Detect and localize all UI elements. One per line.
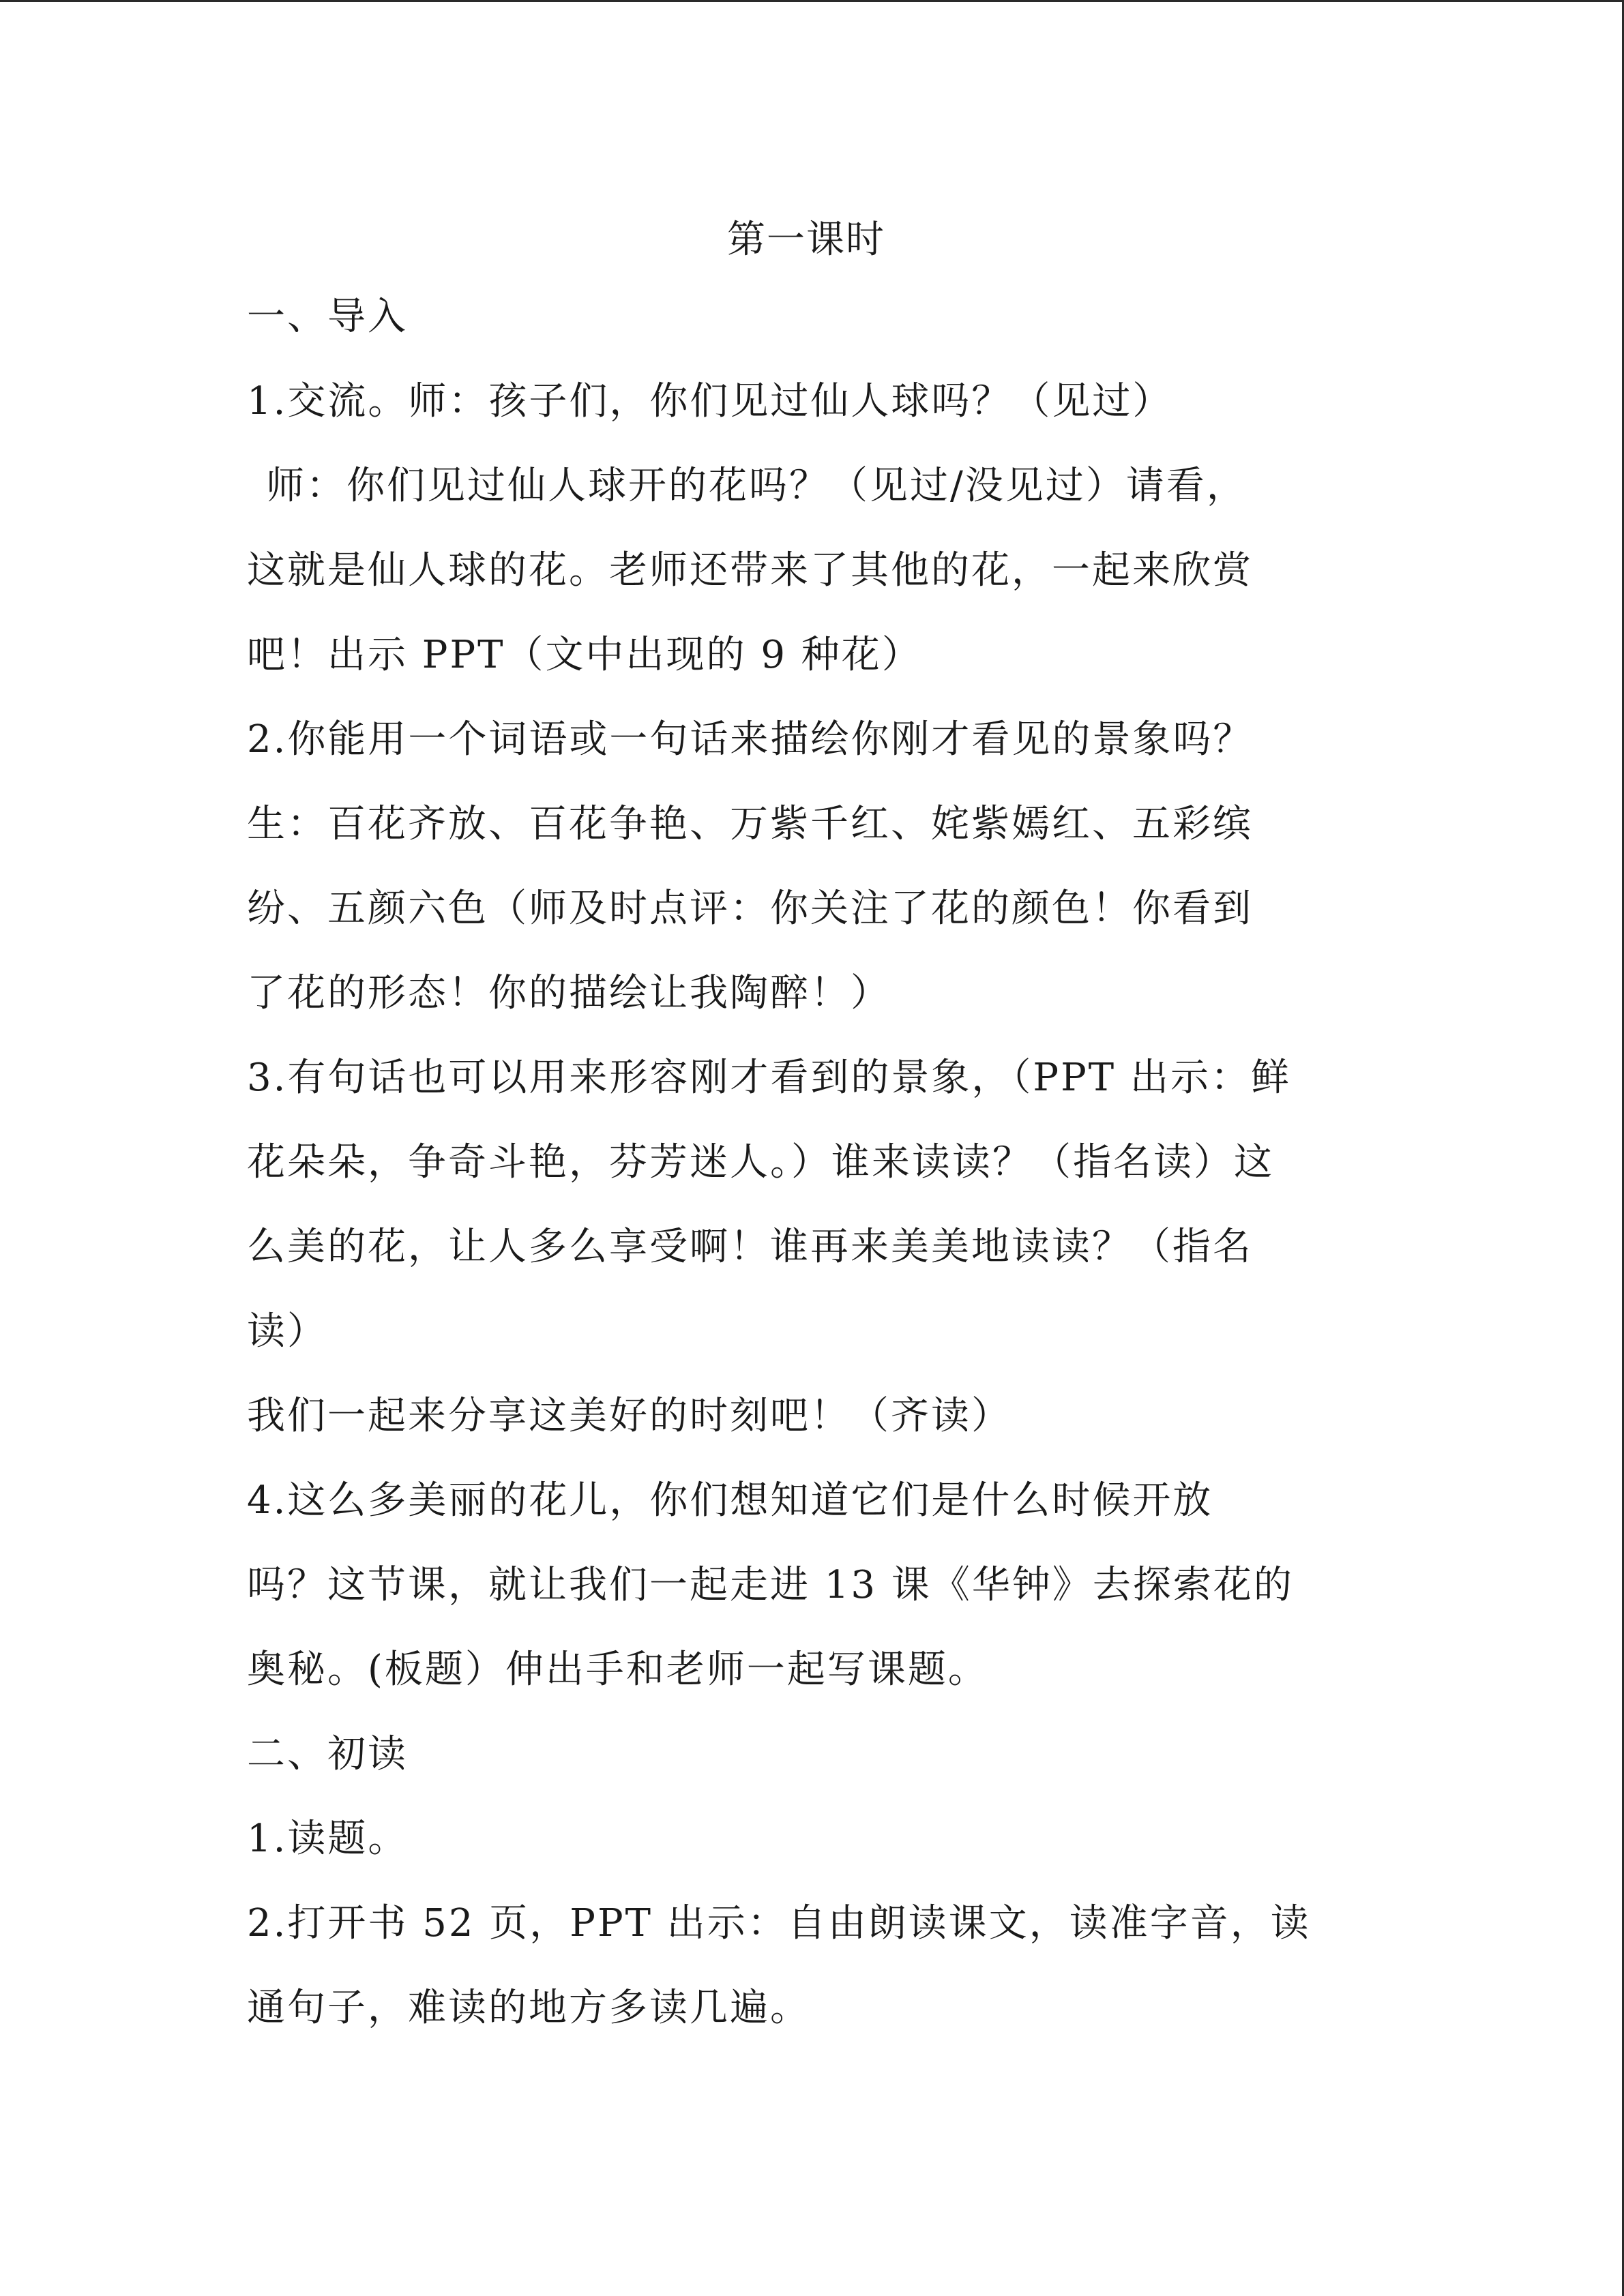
section-heading-first-reading: 二、初读 xyxy=(247,1732,408,1776)
document-title: 第一课时 xyxy=(727,218,885,262)
paragraph-line: 吗？这节课，就让我们一起走进 13 课《华钟》去探索花的 xyxy=(247,1563,1294,1607)
paragraph-line: 1.交流。师：孩子们，你们见过仙人球吗？（见过） xyxy=(247,379,1173,423)
paragraph-line: 1.读题。 xyxy=(247,1817,409,1861)
document-body xyxy=(247,211,1365,2072)
page-border-top xyxy=(0,0,1624,2)
paragraph-line: 么美的花，让人多么享受啊！谁再来美美地读读？（指名 xyxy=(247,1225,1253,1269)
paragraph-line: 了花的形态！你的描绘让我陶醉！） xyxy=(247,971,891,1015)
paragraph-line: 这就是仙人球的花。老师还带来了其他的花，一起来欣赏 xyxy=(247,548,1253,593)
paragraph-line: 纷、五颜六色（师及时点评：你关注了花的颜色！你看到 xyxy=(247,886,1253,931)
paragraph-line: 花朵朵，争奇斗艳，芬芳迷人。）谁来读读？（指名读）这 xyxy=(247,1140,1274,1184)
paragraph-line: 吧！出示 PPT（文中出现的 9 种花） xyxy=(247,633,922,677)
section-heading-intro: 一、导入 xyxy=(247,295,408,339)
paragraph-line: 通句子，难读的地方多读几遍。 xyxy=(247,1986,810,2030)
paragraph-line: 4.这么多美丽的花儿，你们想知道它们是什么时候开放 xyxy=(247,1478,1213,1523)
paragraph-line: 师：你们见过仙人球开的花吗？（见过/没见过）请看， xyxy=(266,464,1247,508)
paragraph-line: 2.你能用一个词语或一句话来描绘你刚才看见的景象吗？ xyxy=(247,717,1254,762)
paragraph-line: 我们一起来分享这美好的时刻吧！（齐读） xyxy=(247,1394,1012,1438)
paragraph-line: 3.有句话也可以用来形容刚才看到的景象，（PPT 出示：鲜 xyxy=(247,1056,1291,1100)
paragraph-line: 生：百花齐放、百花争艳、万紫千红、姹紫嫣红、五彩缤 xyxy=(247,802,1253,846)
paragraph-line: 奥秘。(板题）伸出手和老师一起写课题。 xyxy=(247,1648,988,1692)
paragraph-line: 读） xyxy=(247,1309,327,1354)
paragraph-line: 2.打开书 52 页，PPT 出示：自由朗读课文，读准字音，读 xyxy=(247,1901,1311,1945)
